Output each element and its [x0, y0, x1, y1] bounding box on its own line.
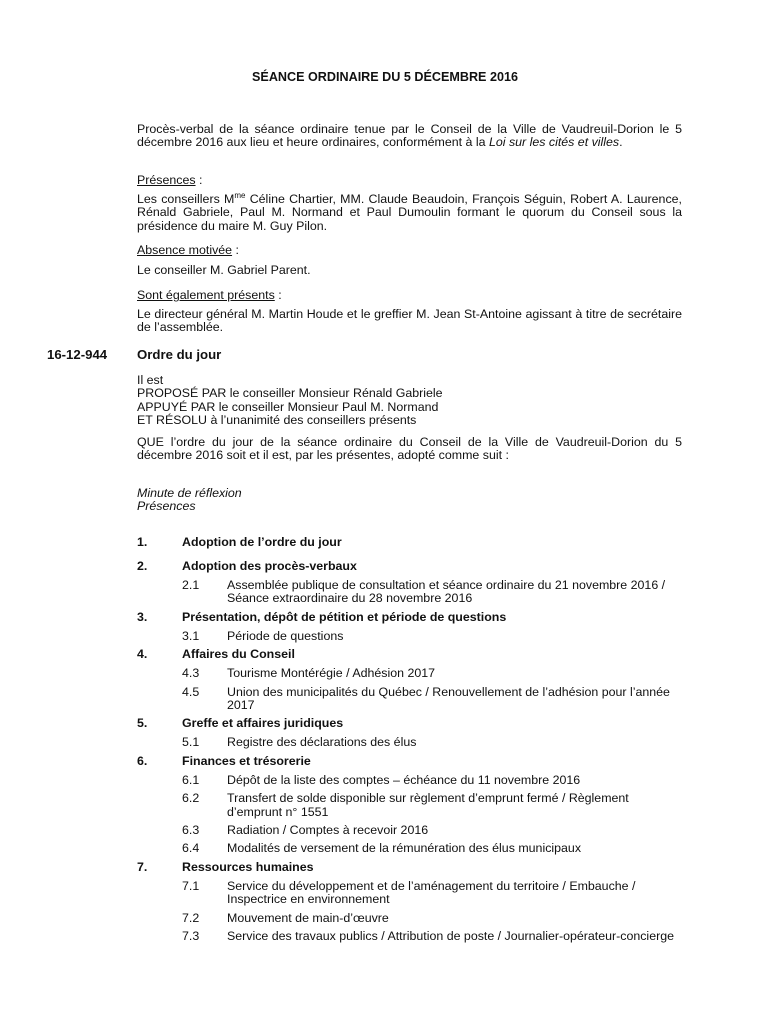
- agenda-section-header: [137, 536, 697, 555]
- agenda-section-number: 6.: [137, 753, 148, 768]
- presences-superscript: me: [234, 191, 246, 200]
- also-present-text: Le directeur général M. Martin Houde et le greffier M. Jean St-Antoine agissant à titre de secrétaire de l’assemblée.: [137, 307, 682, 335]
- agenda-item-text: Radiation / Comptes à recevoir 2016: [227, 823, 429, 838]
- agenda-item: [137, 842, 697, 855]
- agenda-section-title: Ressources humaines: [182, 859, 314, 874]
- intro-end: .: [619, 135, 623, 150]
- agenda-section: [137, 611, 697, 643]
- motion-line: Il est: [137, 373, 164, 387]
- agenda-item-number: 7.2: [182, 910, 200, 925]
- intro-text: Procès-verbal de la séance ordinaire tenue par le Conseil de la Ville de Vaudreuil-Dorion le 5 décembre 2016 aux lieu et heure ordinaires, conformément à la: [137, 122, 682, 150]
- agenda-section-header: [137, 861, 697, 880]
- preamble-block: [137, 487, 682, 514]
- agenda-section: [137, 717, 697, 749]
- agenda-section-number: 5.: [137, 716, 148, 731]
- agenda-item-text: Registre des déclarations des élus: [227, 735, 417, 750]
- agenda-section-header: [137, 611, 697, 630]
- agenda-item-number: 3.1: [182, 628, 200, 643]
- agenda-section-title: Finances et trésorerie: [182, 753, 311, 768]
- agenda-item-text: Mouvement de main-d’œuvre: [227, 910, 389, 925]
- motion-line: ET RÉSOLU à l’unanimité des conseillers présents: [137, 413, 417, 428]
- agenda-section-title: Affaires du Conseil: [182, 647, 295, 662]
- agenda-item-number: 4.5: [182, 684, 200, 699]
- agenda-list: [137, 536, 697, 949]
- agenda-section-number: 1.: [137, 535, 148, 549]
- agenda-item: [137, 736, 697, 749]
- agenda-item: [137, 774, 697, 787]
- agenda-section-header: [137, 755, 697, 774]
- resolution-heading: Ordre du jour: [137, 347, 222, 362]
- agenda-section-number: 4.: [137, 647, 148, 662]
- agenda-item-text: Transfert de solde disponible sur règlement d’emprunt fermé / Règlement d’emprunt n° 1551: [227, 791, 629, 819]
- motion-line: APPUYÉ PAR le conseiller Monsieur Paul M. Normand: [137, 399, 439, 414]
- agenda-section-title: Greffe et affaires juridiques: [182, 716, 344, 731]
- agenda-item: [137, 686, 697, 713]
- intro-paragraph: [137, 123, 682, 150]
- agenda-section: [137, 755, 697, 856]
- presences-label-line: [137, 174, 682, 187]
- motion-block: [137, 374, 682, 428]
- page-title: SÉANCE ORDINAIRE DU 5 DÉCEMBRE 2016: [252, 70, 518, 84]
- agenda-item-number: 2.1: [182, 578, 200, 592]
- motion-line: PROPOSÉ PAR le conseiller Monsieur Rénald Gabriele: [137, 386, 443, 401]
- agenda-section-title: Présentation, dépôt de pétition et période de questions: [182, 609, 507, 624]
- absence-label-line: [137, 244, 682, 257]
- preamble-line: Minute de réflexion: [137, 486, 242, 500]
- presences-paragraph: [137, 193, 682, 233]
- agenda-item: [137, 912, 697, 925]
- absence-colon: :: [232, 243, 239, 257]
- agenda-section-number: 3.: [137, 609, 148, 624]
- agenda-item-text: Modalités de versement de la rémunération des élus municipaux: [227, 841, 582, 856]
- preamble-line: Présences: [137, 499, 196, 514]
- presences-text-start: Les conseillers M: [137, 192, 235, 206]
- agenda-section-title: Adoption des procès-verbaux: [182, 559, 357, 573]
- agenda-item: [137, 579, 697, 606]
- agenda-item-text: Dépôt de la liste des comptes – échéance du 11 novembre 2016: [227, 772, 581, 787]
- agenda-item: [137, 630, 697, 643]
- presences-label: Présences: [137, 173, 196, 187]
- absence-label: Absence motivée: [137, 243, 233, 257]
- agenda-item-text: Service du développement et de l’aménagement du territoire / Embauche / Inspectrice en environnement: [227, 878, 636, 907]
- agenda-item-number: 7.1: [182, 878, 200, 893]
- agenda-item: [137, 792, 697, 819]
- agenda-item-number: 4.3: [182, 666, 200, 681]
- agenda-item: [137, 880, 697, 907]
- presences-text: Céline Chartier, MM. Claude Beaudoin, François Séguin, Robert A. Laurence, Rénald Gabriele, Paul M. Normand et Paul Dumoulin formant le quorum du Conseil sous la présidence du maire M. Guy Pilon.: [137, 192, 682, 233]
- agenda-item-text: Union des municipalités du Québec / Renouvellement de l’adhésion pour l’année 2017: [227, 684, 670, 713]
- agenda-item-number: 6.2: [182, 791, 200, 806]
- also-present-colon: :: [274, 288, 282, 302]
- agenda-section-header: [137, 717, 697, 736]
- agenda-section-header: [137, 560, 697, 579]
- agenda-item-number: 6.4: [182, 841, 200, 856]
- agenda-section-header: [137, 648, 697, 667]
- agenda-section: [137, 648, 697, 712]
- absence-text: Le conseiller M. Gabriel Parent.: [137, 263, 311, 277]
- agenda-item-number: 6.3: [182, 823, 200, 838]
- agenda-item-number: 5.1: [182, 735, 200, 750]
- agenda-section-title: Adoption de l’ordre du jour: [182, 535, 342, 549]
- que-paragraph: QUE l’ordre du jour de la séance ordinaire du Conseil de la Ville de Vaudreuil-Dorion du 5 décembre 2016 soit et il est, par les présentes, adopté comme suit :: [137, 435, 682, 463]
- agenda-item: [137, 667, 697, 680]
- agenda-section: [137, 560, 697, 606]
- agenda-item: [137, 824, 697, 837]
- law-title: Loi sur les cités et villes: [488, 135, 620, 150]
- agenda-item-text: Service des travaux publics / Attribution de poste / Journalier-opérateur-concierge: [227, 929, 674, 944]
- also-present-label-line: [137, 289, 682, 302]
- agenda-section-number: 2.: [137, 559, 148, 573]
- agenda-item-number: 7.3: [182, 929, 200, 944]
- agenda-section-number: 7.: [137, 859, 148, 874]
- presences-colon: :: [195, 173, 203, 187]
- also-present-label: Sont également présents: [137, 288, 275, 302]
- agenda-item: [137, 930, 697, 943]
- agenda-item-text: Période de questions: [227, 628, 344, 643]
- resolution-number: 16-12-944: [47, 347, 108, 362]
- agenda-section: [137, 861, 697, 944]
- agenda-section: [137, 536, 697, 555]
- agenda-item-text: Tourisme Montérégie / Adhésion 2017: [227, 666, 436, 681]
- agenda-item-text: Assemblée publique de consultation et séance ordinaire du 21 novembre 2016 / Séance extraordinaire du 28 novembre 2016: [227, 578, 666, 606]
- agenda-item-number: 6.1: [182, 772, 200, 787]
